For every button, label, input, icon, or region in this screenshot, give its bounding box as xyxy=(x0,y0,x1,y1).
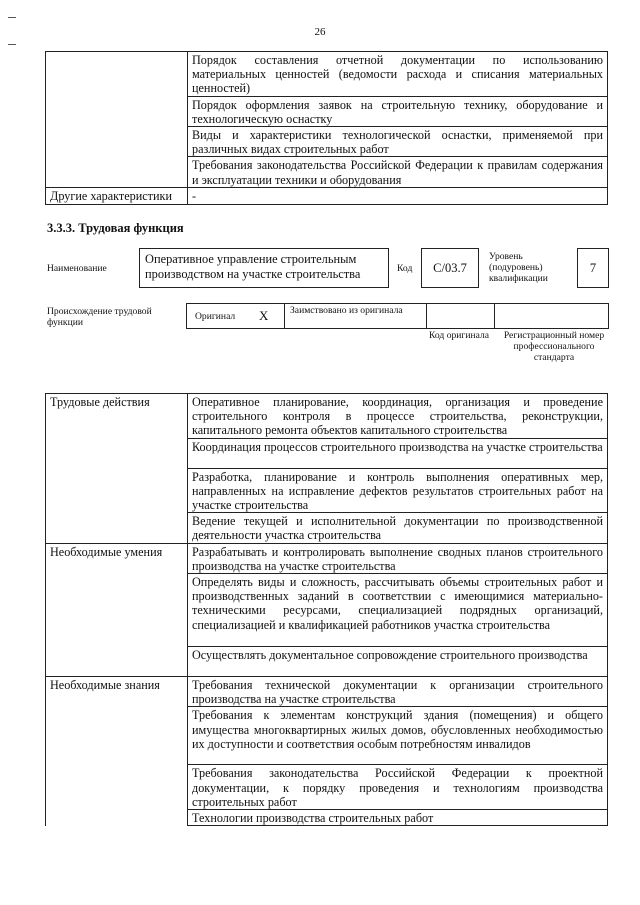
origin-code-caption: Код оригинала xyxy=(428,330,490,341)
row-text: Разрабатывать и контролировать выполнение сводных планов строительного производства на участке строительства xyxy=(188,543,608,573)
level-value: 7 xyxy=(589,261,597,275)
row-text: Требования законодательства Российской Федерации к проектной документации, к порядку проведения и технологиям производства строительных работ xyxy=(188,765,608,810)
name-label: Наименование xyxy=(47,263,107,274)
level-box xyxy=(577,248,609,288)
row-text: Осуществлять документальное сопровождение строительного производства xyxy=(188,647,608,677)
original-mark: X xyxy=(259,308,269,323)
function-name: Оперативное управление строительным производством на участке строительства xyxy=(145,252,361,281)
code-box xyxy=(421,248,479,288)
code-value: С/03.7 xyxy=(433,261,467,275)
row-text: Порядок составления отчетной документации по использованию материальных ценностей (ведомости расхода и списания материальных ценностей) xyxy=(188,52,608,97)
reg-number-caption: Регистрационный номер профессионального стандарта xyxy=(503,330,605,363)
row-label xyxy=(46,52,188,97)
table-row xyxy=(46,188,608,204)
divider xyxy=(494,304,495,328)
row-text: Разработка, планирование и контроль выполнения оперативных мер, направленных на исправление дефектов результатов строительных работ на участке строительства xyxy=(188,468,608,513)
labor-function-table xyxy=(45,393,608,826)
group-label: Трудовые действия xyxy=(46,394,188,544)
margin-mark xyxy=(8,17,16,18)
group-label: Необходимые умения xyxy=(46,543,188,676)
row-text: Координация процессов строительного производства на участке строительства xyxy=(188,438,608,468)
row-label xyxy=(46,157,188,188)
table-row xyxy=(46,96,608,126)
table-row xyxy=(46,543,608,573)
origin-label: Происхождение трудовой функции xyxy=(47,306,152,328)
origin-table xyxy=(186,303,609,329)
row-text: Оперативное планирование, координация, организация и проведение строительного контроля в процессе строительства, реконструкции, капитального ремонта объектов капитального строительства xyxy=(188,394,608,439)
row-text: Определять виды и сложность, рассчитывать объемы строительных работ и производственных заданий в соответствии с имеющимися материально-техническими ресурсами, специализацией подрядных организаций, специализацией и квалификацией работников участка строительства xyxy=(188,574,608,647)
row-label: Другие характеристики xyxy=(46,188,188,204)
level-label: Уровень (подуровень) квалификации xyxy=(489,251,548,284)
section-heading: 3.3.3. Трудовая функция xyxy=(47,221,184,235)
row-text: Требования законодательства Российской Федерации к правилам содержания и эксплуатации техники и оборудования xyxy=(188,157,608,188)
row-text: Технологии производства строительных работ xyxy=(188,810,608,826)
divider xyxy=(426,304,427,328)
row-text: Порядок оформления заявок на строительную технику, оборудование и технологическую оснастку xyxy=(188,96,608,126)
row-text: - xyxy=(188,188,608,204)
table-row xyxy=(46,394,608,439)
divider xyxy=(284,304,285,328)
group-label: Необходимые знания xyxy=(46,677,188,826)
row-label xyxy=(46,127,188,157)
row-text: Требования к элементам конструкций здания (помещения) и общего имущества многоквартирных жилых домов, обусловленных необходимостью их доступности и соответствия особым потребностям инвалидов xyxy=(188,707,608,765)
borrowed-label: Заимствовано из оригинала xyxy=(290,305,403,316)
margin-mark xyxy=(8,44,16,45)
table-row xyxy=(46,127,608,157)
original-label: Оригинал xyxy=(195,311,236,322)
function-name-box xyxy=(139,248,389,288)
table-row xyxy=(46,677,608,707)
continued-knowledge-table xyxy=(45,51,608,205)
page-number: 26 xyxy=(314,26,326,38)
row-text: Требования технической документации к организации строительного производства на участке строительства xyxy=(188,677,608,707)
row-text: Ведение текущей и исполнительной документации по производственной деятельности участка строительства xyxy=(188,513,608,543)
table-row xyxy=(46,157,608,188)
table-row xyxy=(46,52,608,97)
row-text: Виды и характеристики технологической оснастки, применяемой при различных видах строительных работ xyxy=(188,127,608,157)
code-label: Код xyxy=(397,263,413,274)
row-label xyxy=(46,96,188,126)
